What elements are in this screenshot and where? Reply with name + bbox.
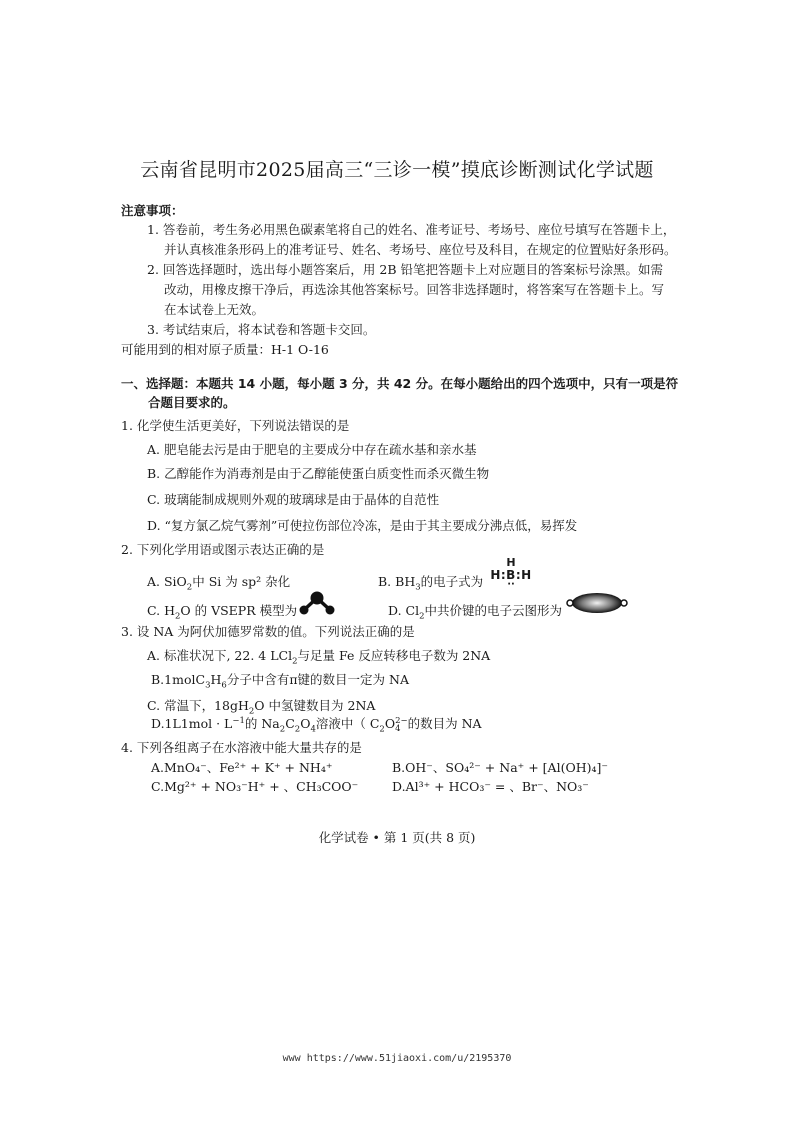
page-footer: 化学试卷 • 第 1 页(共 8 页) <box>318 830 476 845</box>
q4-option-c: C.Mg²⁺ + NO₃⁻H⁺ + 、CH₃COO⁻ <box>151 779 359 794</box>
q4-option-d: D.Al³⁺ + HCO₃⁻ = 、Br⁻、NO₃⁻ <box>392 779 589 794</box>
notice-heading: 注意事项： <box>121 203 184 218</box>
notice-item-2-line-3: 在本试卷上无效。 <box>164 302 265 317</box>
page-title: 云南省昆明市2025届高三“三诊一模”摸底诊断测试化学试题 <box>140 159 654 181</box>
h2o-vsepr-model-icon <box>298 590 336 616</box>
q1-option-c: C. 玻璃能制成规则外观的玻璃球是由于晶体的自范性 <box>147 492 440 507</box>
notice-item-3: 3. 考试结束后，将本试卷和答题卡交回。 <box>147 322 376 337</box>
section-heading-line-2: 合题目要求的。 <box>148 395 236 410</box>
notice-item-2-line-2: 改动，用橡皮擦干净后，再选涂其他答案标号。回答非选择题时，将答案写在答题卡上。写 <box>164 282 665 297</box>
q3-option-d: $D.1L1mol \cdot L^{-1}$的 $Na_2C_2O_4$溶液中（ $C_2O$ 2− 4 的数目为 NA <box>151 715 482 735</box>
source-url: www https://www.51jiaoxi.com/u/2195370 <box>282 1053 512 1064</box>
q2-option-b: B. $BH_3$的电子式为 <box>378 574 484 593</box>
q2-option-a: A. SiO$_2$中 Si 为 sp² 杂化 <box>147 574 291 593</box>
q3-stem: 3. 设 NA 为阿伏加德罗常数的值。下列说法正确的是 <box>121 624 415 639</box>
q3-option-b: $B.1molC_3H_6$分子中含有π键的数目一定为 NA <box>151 672 409 691</box>
atomic-mass-note: 可能用到的相对原子质量：H-1 O-16 <box>121 342 329 357</box>
cl2-electron-cloud-icon <box>566 591 628 615</box>
q3-option-a: A. 标准状况下, 22. 4 LCl$_2$与足量 Fe 反应转移电子数为 2NA <box>147 648 491 667</box>
notice-item-1-line-1: 1. 答卷前，考生务必用黑色碳素笔将自己的姓名、准考证号、考场号、座位号填写在答题卡上， <box>147 222 676 237</box>
bh3-electron-formula: H H:B:H ·· <box>490 556 532 590</box>
q1-option-b: B. 乙醇能作为消毒剂是由于乙醇能使蛋白质变性而杀灭微生物 <box>147 466 490 481</box>
q2-stem: 2. 下列化学用语或图示表达正确的是 <box>121 542 325 557</box>
q2-option-c: C. $H_2O$ 的 VSEPR 模型为 <box>147 603 298 622</box>
notice-item-2-line-1: 2. 回答选择题时，选出每小题答案后，用 2B 铅笔把答题卡上对应题目的答案标号涂黑。如需 <box>147 262 663 277</box>
q4-option-a: A.MnO₄⁻、Fe²⁺ + K⁺ + NH₄⁺ <box>151 760 333 775</box>
q3-option-c: C. 常温下，$18gH_2O$ 中氢键数目为 2NA <box>147 698 376 717</box>
q1-option-a: A. 肥皂能去污是由于肥皂的主要成分中存在疏水基和亲水基 <box>147 442 477 457</box>
q2-option-d: D. $Cl_2$中共价键的电子云图形为 <box>388 603 563 622</box>
q1-stem: 1. 化学使生活更美好，下列说法错误的是 <box>121 418 350 433</box>
q4-stem: 4. 下列各组离子在水溶液中能大量共存的是 <box>121 740 362 755</box>
q4-option-b: B.OH⁻、SO₄²⁻ + Na⁺ + [Al(OH)₄]⁻ <box>392 760 608 775</box>
notice-item-1-line-2: 并认真核准条形码上的准考证号、姓名、考场号、座位号及科目，在规定的位置贴好条形码。 <box>164 242 677 257</box>
section-heading-line-1: 一、选择题：本题共 14 小题，每小题 3 分，共 42 分。在每小题给出的四个选项中，只有一项是符 <box>121 376 679 391</box>
q1-option-d: D. “复方氯乙烷气雾剂”可使拉伤部位冷冻，是由于其主要成分沸点低，易挥发 <box>147 518 578 533</box>
